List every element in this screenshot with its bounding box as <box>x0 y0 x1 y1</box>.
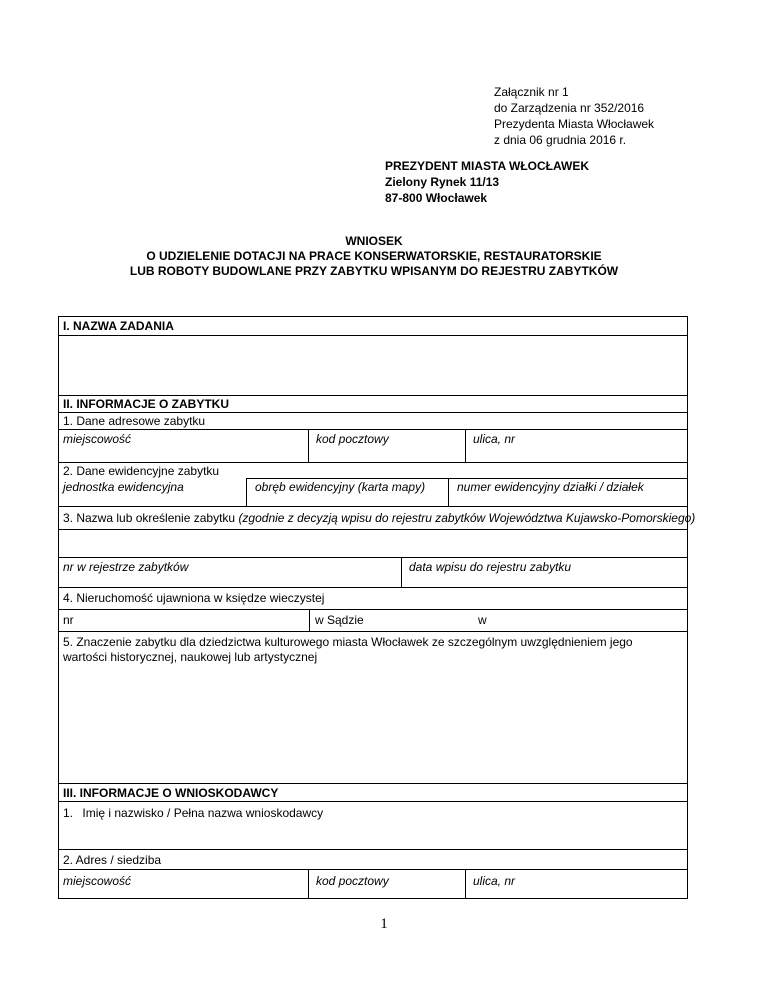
divider <box>59 412 687 413</box>
divider <box>308 429 309 462</box>
divider <box>59 849 687 850</box>
register-number-field[interactable]: nr w rejestrze zabytków <box>63 560 189 574</box>
divider <box>59 395 687 396</box>
recipient-name: PREZYDENT MIASTA WŁOCŁAWEK <box>385 159 589 173</box>
section-3-heading: III. INFORMACJE O WNIOSKODAWCY <box>63 786 279 800</box>
divider <box>309 609 310 631</box>
divider <box>59 557 687 558</box>
divider <box>59 506 687 507</box>
plot-number-field[interactable]: numer ewidencyjny działki / działek <box>457 480 644 494</box>
divider <box>308 869 309 899</box>
attachment-note <box>494 84 654 148</box>
court-location-field[interactable]: w <box>478 613 487 627</box>
task-name-field[interactable] <box>59 336 687 394</box>
divider <box>59 783 687 784</box>
title-line-3: LUB ROBOTY BUDOWLANE PRZY ZABYTKU WPISANYM DO REJESTRU ZABYTKÓW <box>129 264 619 278</box>
divider <box>59 869 687 870</box>
applicant-address-heading: 2. Adres / siedziba <box>63 853 162 867</box>
page-number: 1 <box>380 916 388 932</box>
divider <box>59 587 687 588</box>
document-title <box>60 234 688 279</box>
monument-name-note: (zgodnie z decyzją wpisu do rejestru zabytków Województwa Kujawsko-Pomorskiego) <box>238 511 696 525</box>
section-2-heading: II. INFORMACJE O ZABYTKU <box>63 397 230 411</box>
land-register-number-field[interactable]: nr <box>63 613 74 627</box>
applicant-name-label: Imię i nazwisko / Pełna nazwa wnioskodawcy <box>82 806 324 820</box>
applicant-postal-code-field[interactable]: kod pocztowy <box>316 874 389 888</box>
attachment-line-2: do Zarządzenia nr 352/2016 <box>494 101 645 115</box>
registry-unit-field[interactable]: jednostka ewidencyjna <box>63 480 184 494</box>
divider <box>246 478 687 479</box>
applicant-locality-field[interactable]: miejscowość <box>63 874 132 888</box>
divider <box>465 429 466 462</box>
attachment-line-3: Prezydenta Miasta Włocławek <box>494 117 655 131</box>
divider <box>401 557 402 587</box>
applicant-name-number: 1. <box>63 806 74 820</box>
monument-name-heading <box>63 511 695 525</box>
divider <box>246 478 247 506</box>
significance-field[interactable]: 5. Znaczenie zabytku dla dziedzictwa kulturowego miasta Włocławek ze szczególnym uwzględnieniem jego wartości historycznej, naukowej lub artystycznej <box>63 635 633 664</box>
court-field[interactable]: w Sądzie <box>315 613 364 627</box>
registry-data-heading: 2. Dane ewidencyjne zabytku <box>63 464 220 478</box>
divider <box>465 869 466 899</box>
title-line-2: O UDZIELENIE DOTACJI NA PRACE KONSERWATORSKIE, RESTAURATORSKIE <box>146 249 602 263</box>
monument-name-field[interactable] <box>59 530 687 556</box>
divider <box>59 801 687 802</box>
attachment-line-1: Załącznik nr 1 <box>494 85 569 99</box>
application-form <box>58 316 696 899</box>
title-line-1: WNIOSEK <box>345 234 403 248</box>
registry-precinct-field[interactable]: obręb ewidencyjny (karta mapy) <box>255 480 426 494</box>
monument-name-label: 3. Nazwa lub określenie zabytku <box>63 511 236 525</box>
recipient-street: Zielony Rynek 11/13 <box>385 175 500 189</box>
divider <box>59 609 687 610</box>
recipient-city: 87-800 Włocławek <box>385 191 488 205</box>
section-1-heading: I. NAZWA ZADANIA <box>63 319 174 333</box>
postal-code-field[interactable]: kod pocztowy <box>316 432 389 446</box>
divider <box>59 429 687 430</box>
divider <box>59 462 687 463</box>
land-register-heading: 4. Nieruchomość ujawniona w księdze wieczystej <box>63 591 325 605</box>
address-heading: 1. Dane adresowe zabytku <box>63 414 206 428</box>
divider <box>59 631 687 632</box>
applicant-name-field[interactable] <box>63 806 323 820</box>
applicant-street-field[interactable]: ulica, nr <box>473 874 516 888</box>
divider <box>448 478 449 506</box>
recipient-address <box>385 158 589 206</box>
street-field[interactable]: ulica, nr <box>473 432 516 446</box>
locality-field[interactable]: miejscowość <box>63 432 132 446</box>
register-date-field[interactable]: data wpisu do rejestru zabytku <box>409 560 572 574</box>
attachment-line-4: z dnia 06 grudnia 2016 r. <box>494 133 627 147</box>
